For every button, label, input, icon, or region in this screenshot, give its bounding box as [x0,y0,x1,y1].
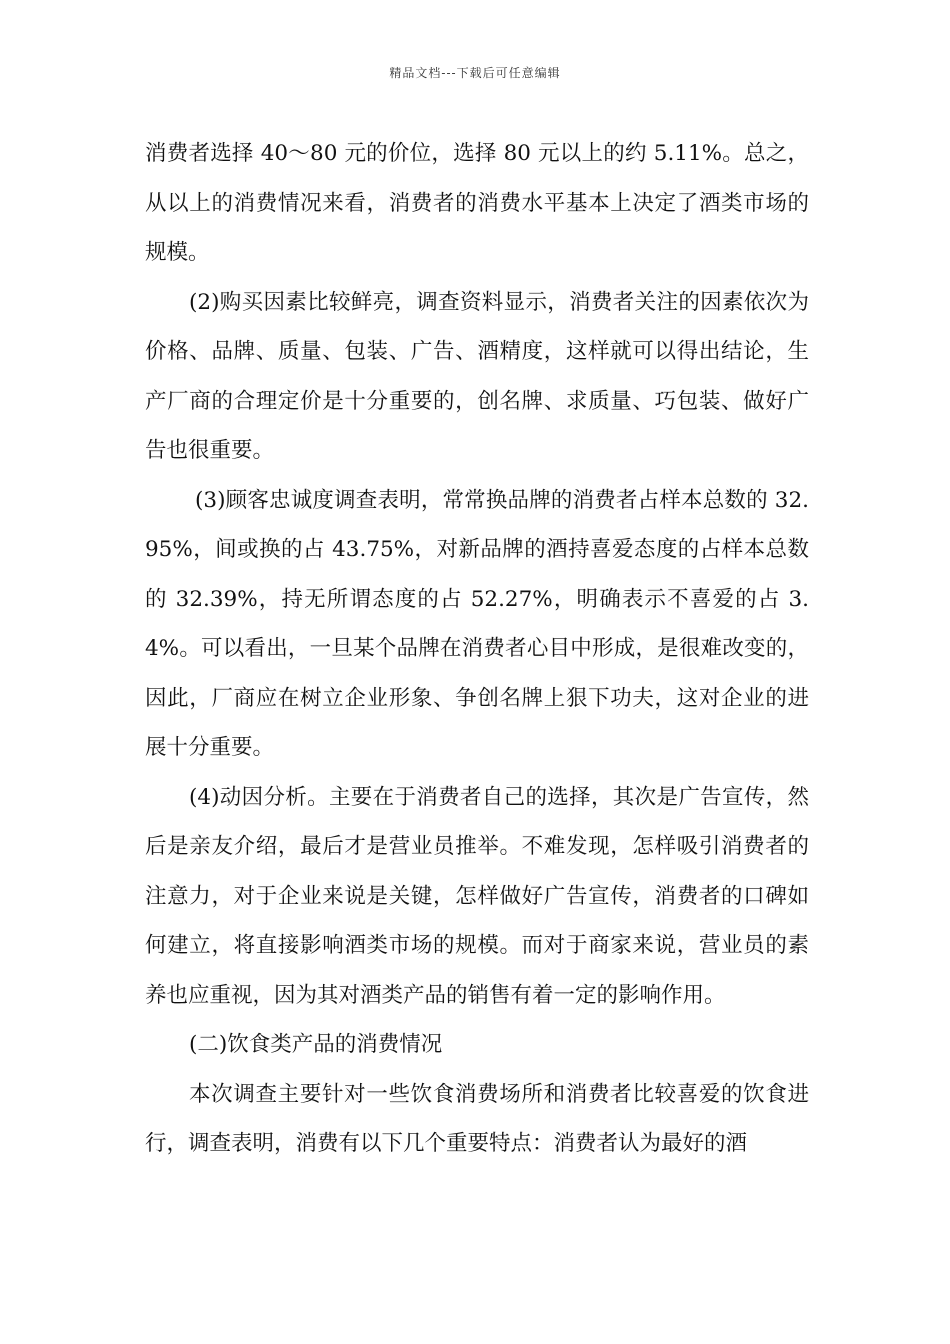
paragraph-food-survey: 本次调查主要针对一些饮食消费场所和消费者比较喜爱的饮食进行，调查表明，消费有以下几个重要特点：消费者认为最好的酒 [145,1081,809,1156]
section-heading-food-consumption: (二)饮食类产品的消费情况 [189,1032,443,1057]
page-header: 精品文档---下载后可任意编辑 [389,66,561,80]
paragraph-customer-loyalty: (3)顾客忠诚度调查表明，常常换品牌的消费者占样本总数的 32.95%，间或换的占 43.75%，对新品牌的酒持喜爱态度的占样本总数的 32.39%，持无所谓态度的占 52.27%，明确表示不喜爱的占 3.4%。可以看出，一旦某个品牌在消费者心目中形成，是很难改变的，因此，厂商应在树立企业形象、争创名牌上狠下功夫，这对企业的进展十分重要。 [145,487,809,760]
paragraph-motivation-analysis: (4)动因分析。主要在于消费者自己的选择，其次是广告宣传，然后是亲友介绍，最后才是营业员推举。不难发现，怎样吸引消费者的注意力，对于企业来说是关键，怎样做好广告宣传，消费者的口碑如何建立，将直接影响酒类市场的规模。而对于商家来说，营业员的素养也应重视，因为其对酒类产品的销售有着一定的影响作用。 [145,784,809,1008]
paragraph-continuation: 消费者选择 40～80 元的价位，选择 80 元以上的约 5.11%。总之，从以上的消费情况来看，消费者的消费水平基本上决定了酒类市场的规模。 [145,141,809,265]
document-body [145,129,809,1169]
paragraph-purchase-factors: (2)购买因素比较鲜亮，调查资料显示，消费者关注的因素依次为价格、品牌、质量、包装、广告、酒精度，这样就可以得出结论，生产厂商的合理定价是十分重要的，创名牌、求质量、巧包装、做好广告也很重要。 [145,289,809,463]
